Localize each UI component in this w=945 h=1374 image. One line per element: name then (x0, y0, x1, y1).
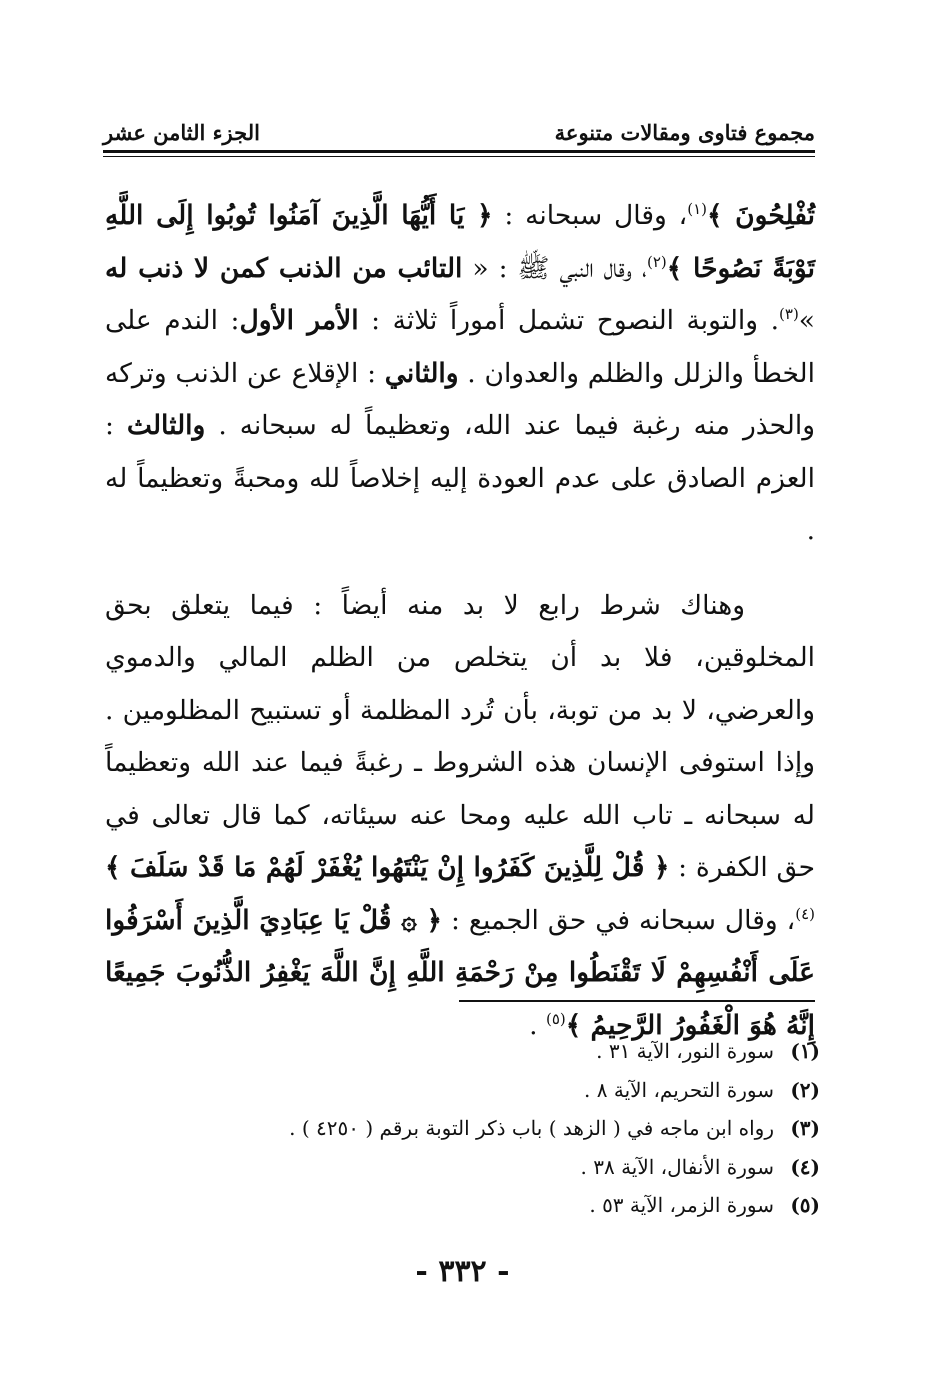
text-run: : الإقلاع عن الذنب وتركه والحذر منه رغبة فيما عند الله، وتعظيماً له سبحانه . (105, 357, 815, 441)
quran-verse: ﴿ ۞ قُلْ يَا عِبَادِيَ الَّذِينَ أَسْرَفُوا عَلَى أَنْفُسِهِمْ لَا تَقْنَطُوا مِنْ رَحْمَةِ اللَّهِ إِنَّ اللَّهَ يَغْفِرُ الذُّنُوبَ جَمِيعًا إِنَّهُ هُوَ الْغَفُورُ الرَّحِيمُ ﴾ (105, 904, 815, 1041)
book-title: مجموع فتاوى ومقالات متنوعة (554, 120, 815, 145)
text-run: : الندم على الخطأ والزلل والظلم والعدوان . (105, 305, 815, 389)
text-run: ، وقال سبحانه في حق الجميع : (442, 904, 796, 936)
paragraph-2 (105, 580, 815, 1053)
header-rule-thick (103, 150, 815, 153)
footnote-2 (150, 1071, 820, 1110)
text-run: . والتوبة النصوح تشمل أموراً ثلاثة : (358, 305, 780, 336)
footnote-text: سورة الأنفال، الآية ٣٨ . (580, 1154, 774, 1179)
text-run: وهناك شرط رابع لا بد منه أيضاً : فيما يتعلق بحق المخلوقين، فلا بد أن يتخلص من الظلم المالي والدموي والعرضي، لا بد من توبة، بأن تُرد المظلمة أو تستبيح المظلومين . وإذا استوفى الإنسان هذه الشروط ـ رغبةً فيما عند الله وتعظيماً له سبحانه ـ تاب الله عليه ومحا عنه سيئاته، كما قال تعالى في حق الكفرة : (105, 589, 815, 883)
footnote-number: (٣) (790, 1116, 820, 1140)
text-run: : العزم الصادق على عدم العودة إليه إخلاصاً لله ومحبةً وتعظيماً له . (105, 410, 815, 546)
footnote-number: (٢) (790, 1077, 820, 1102)
paragraph-1 (105, 190, 815, 558)
footnote-text: رواه ابن ماجه في ( الزهد ) باب ذكر التوبة برقم ( ٤٢٥٠ ) . (289, 1116, 774, 1140)
bold-phrase: الأمر الأول (239, 305, 359, 336)
text-run: » (798, 305, 816, 336)
bold-phrase: والثاني (384, 357, 459, 389)
footnote-4 (150, 1148, 820, 1187)
footnote-ref: (١) (687, 200, 707, 219)
text-run: . (529, 1009, 546, 1041)
quran-verse: تُفْلِحُونَ ﴾ (707, 200, 815, 231)
footnote-ref: (٤) (795, 904, 816, 923)
quran-verse: ﴿ قُلْ لِلَّذِينَ كَفَرُوا إِنْ يَنْتَهُوا يُغْفَرْ لَهُمْ مَا قَدْ سَلَفَ ﴾ (105, 852, 670, 883)
footnote-text: سورة النور، الآية ٣١ . (596, 1039, 774, 1063)
quran-verse: ﴿ يَا أَيُّهَا الَّذِينَ آمَنُوا تُوبُوا إِلَى اللَّهِ تَوْبَةً نَصُوحًا ﴾ (105, 200, 815, 284)
footnote-ref: (٢) (646, 252, 667, 271)
footnote-separator (459, 1000, 815, 1002)
footnote-ref: (٣) (779, 305, 799, 324)
footnote-5 (150, 1186, 820, 1225)
footnote-text: سورة الزمر، الآية ٥٣ . (589, 1193, 774, 1217)
text-run: ، وقال النبي ﷺ : « (462, 252, 647, 284)
page-number: - ٣٣٢ - (415, 1254, 510, 1289)
footnote-ref: (٥) (545, 1009, 566, 1028)
main-text (105, 190, 815, 1052)
header-rule-thin (103, 156, 815, 157)
footnote-1 (150, 1032, 820, 1071)
footnote-text: سورة التحريم، الآية ٨ . (584, 1077, 774, 1102)
footnote-number: (٤) (790, 1154, 820, 1179)
text-run: ، وقال سبحانه : (492, 200, 688, 231)
volume-label: الجزء الثامن عشر (103, 120, 260, 145)
bold-phrase: التائب من الذنب كمن لا ذنب له (105, 252, 463, 284)
footnotes (150, 1032, 820, 1225)
bold-phrase: والثالث (126, 410, 206, 441)
footnote-3 (150, 1109, 820, 1148)
footnote-number: (١) (790, 1039, 820, 1063)
running-header (103, 118, 815, 152)
footnote-number: (٥) (790, 1193, 820, 1217)
